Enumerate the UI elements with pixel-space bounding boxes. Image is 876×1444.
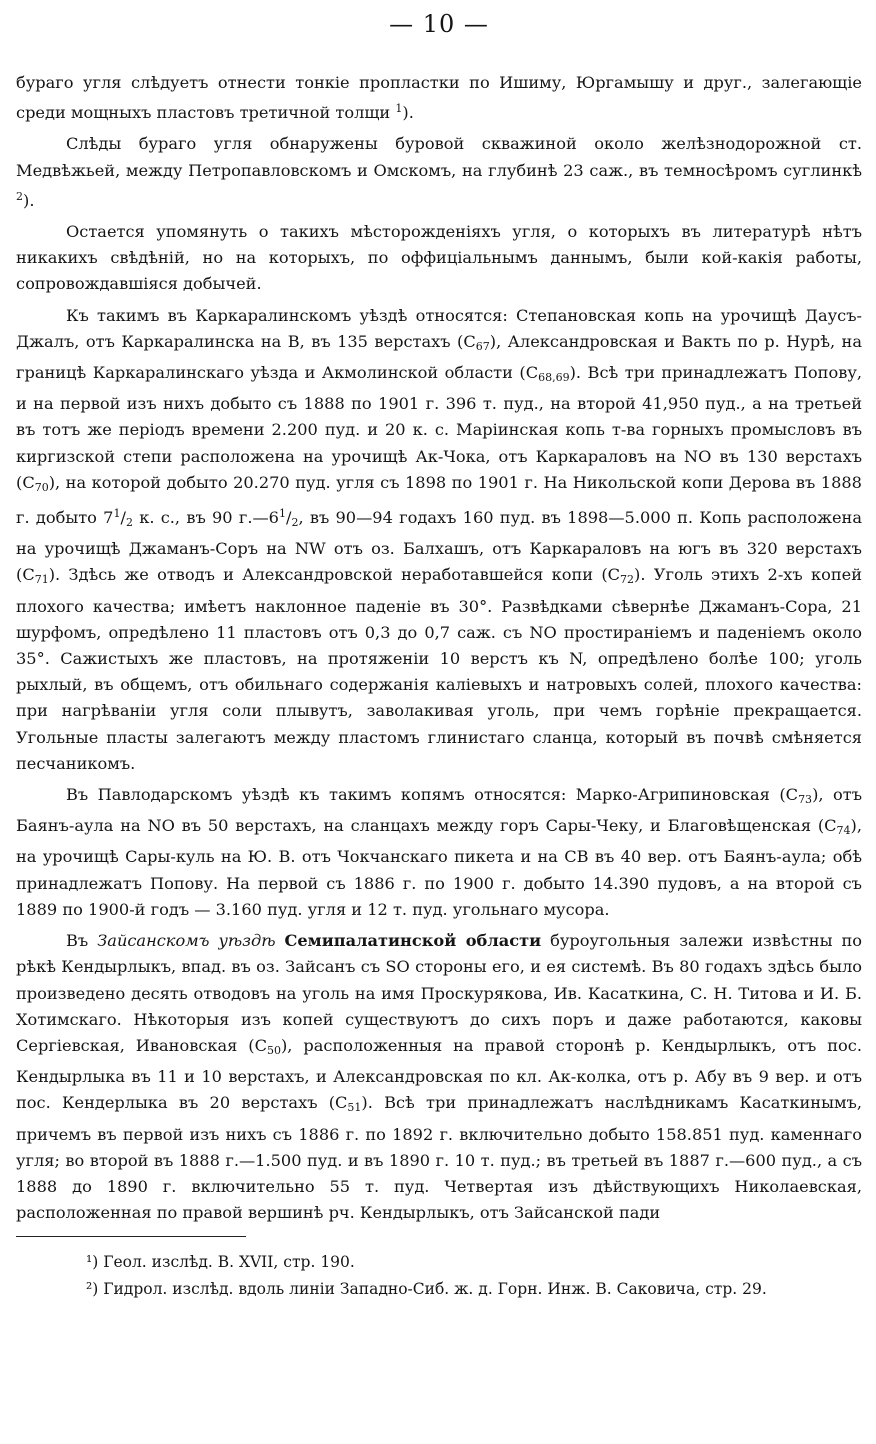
subscript-index: 74 (836, 824, 851, 838)
text-run: бураго угля слѣдуетъ отнести тонкіе пропластки по Ишиму, Юргамышу и друг., залегающіе среди мощныхъ пластовъ третичной толщи (16, 73, 862, 123)
text-run: ), на урочищѣ Сары-куль на Ю. В. отъ Чокчанскаго пикета и на СВ въ 40 вер. отъ Баянъ-аула; обѣ принадлежатъ Попову. На первой съ 1886 г. по 1900 г. добыто 14.390 пудовъ, а на второй съ 1889 по 1900-й годъ — 3.160 пуд. угля и 12 т. пуд. угольнаго мусора. (16, 816, 862, 919)
text-run: Слѣды бураго угля обнаружены буровой скважиной около желѣзнодорожной ст. Медвѣжьей, между Петропавловскомъ и Омскомъ, на глубинѣ 23 саж., въ темносѣромъ суглинкѣ (16, 134, 862, 180)
text-run: / (120, 508, 126, 528)
text-run: ), на которой добыто 20.270 пуд. угля съ 1898 по 1901 г. На Никольской копи Дерова въ 1888 г. добыто 7 (16, 472, 862, 528)
subscript-index: 51 (347, 1101, 362, 1115)
superscript-mark: 2 (16, 189, 23, 203)
text-run: Остается упомянуть о такихъ мѣсторожденіяхъ угля, о которыхъ въ литературѣ нѣтъ никакихъ свѣдѣній, но на которыхъ, по оффиціальнымъ даннымъ, были кой-какія работы, сопровождавшіяся добычей. (16, 222, 862, 294)
subscript-index: 2 (291, 516, 299, 530)
subscript-index: 72 (620, 573, 635, 587)
text-run: / (285, 508, 292, 528)
document-page (16, 8, 862, 1303)
text-run: ), Александровская и Вакть по р. Нурѣ, на границѣ Каркаралинскаго уѣзда и Акмолинской области (С (16, 331, 862, 383)
page-number: — 10 — (389, 10, 489, 38)
paragraph (16, 70, 862, 126)
text-run: ). Здѣсь же отводъ и Александровской неработавшейся копи (С (48, 565, 621, 585)
footnote-1: ¹) Геол. изслѣд. В. XVII, стр. 190. (86, 1253, 355, 1272)
text-run: Къ такимъ въ Каркаралинскомъ уѣздѣ относятся: Степановская копь на урочищѣ Даусъ-Джалъ, отъ Каркаралинска на В, въ 135 верстахъ (С (16, 305, 862, 351)
body-text (16, 70, 862, 1226)
text-run: Въ Павлодарскомъ уѣздѣ къ такимъ копямъ относятся: Марко-Агрипиновская (С (66, 785, 799, 805)
footnote-2: ²) Гидрол. изслѣд. вдоль линіи Западно-Сиб. ж. д. Горн. Инж. В. Саковича, стр. 29. (86, 1280, 767, 1299)
paragraph (16, 928, 862, 1226)
text-run: Семипалатинской области (284, 931, 542, 951)
superscript-mark: 1 (113, 507, 121, 521)
subscript-index: 67 (475, 339, 490, 353)
subscript-index: 50 (266, 1043, 281, 1057)
text-run: , въ 90—94 годахъ 160 пуд. въ 1898—5.000 п. Копь расположена на урочищѣ Джаманъ-Соръ на NW отъ оз. Балхашъ, отъ Каркараловъ на югъ въ 320 верстахъ (С (16, 508, 862, 585)
superscript-mark: 1 (278, 507, 286, 521)
text-run: ). Уголь этихъ 2-хъ копей плохого качества; имѣетъ наклонное паденіе въ 30°. Развѣдками сѣвернѣе Джаманъ-Сора, 21 шурфомъ, опредѣлено 11 пластовъ отъ 0,3 до 0,7 саж. съ NO простираніемъ и паденіемъ около 35°. Сажистыхъ же пластовъ, на протяженіи 10 верстъ къ N, опредѣлено болѣе 100; уголь рыхлый, въ общемъ, отъ обильнаго содержанія каліевыхъ и натровыхъ солей, плохого качества: при нагрѣваніи угля соли плывутъ, заволакивая уголь, при чемъ горѣніе прекращается. Угольные пласты залегаютъ между пластомъ глинистаго сланца, который въ почвѣ смѣняется песчаникомъ. (16, 565, 862, 773)
text-run: ). (402, 103, 414, 123)
subscript-index: 68,69 (538, 371, 570, 385)
text-run: ). Всѣ три принадлежатъ Попову, и на первой изъ нихъ добыто съ 1888 по 1901 г. 396 т. пуд., на второй 41,950 пуд., а на третьей въ тотъ же періодъ времени 2.200 пуд. и 20 к. с. Маріинская копь т-ва горныхъ промысловъ въ киргизской степи расположена на урочищѣ Ак-Чока, отъ Каркараловъ на NO въ 130 верстахъ (С (16, 363, 862, 492)
text-run: буроугольныя залежи извѣстны по рѣкѣ Кендырлыкъ, впад. въ оз. Зайсанъ съ SO стороны его, и ея системѣ. Въ 80 годахъ здѣсь было произведено десять отводовъ на уголь на имя Проскурякова, Ив. Касаткина, С. Н. Титова и И. Б. Хотимскаго. Нѣкоторыя изъ копей существуютъ до сихъ поръ и даже работаются, каковы Сергіевская, Ивановская (С (16, 931, 862, 1055)
subscript-index: 73 (798, 793, 813, 807)
superscript-mark: 1 (395, 102, 403, 116)
footnote-divider (16, 1236, 246, 1237)
text-run (275, 931, 284, 950)
text-run: ). Всѣ три принадлежатъ наслѣдникамъ Касаткинымъ, причемъ въ первой изъ нихъ съ 1886 г. по 1892 г. включительно добыто 158.851 пуд. каменнаго угля; во второй въ 1888 г.—1.500 пуд. и въ 1890 г. 10 т. пуд.; въ третьей въ 1887 г.—600 пуд., а съ 1888 до 1890 г. включительно 55 т. пуд. Четвертая изъ дѣйствующихъ Николаевская, расположенная по правой вершинѣ рч. Кендырлыкъ, отъ Зайсанской пади (16, 1093, 862, 1223)
subscript-index: 71 (34, 573, 49, 587)
subscript-index: 2 (125, 516, 133, 530)
paragraph (16, 219, 862, 298)
text-run: ). (23, 190, 35, 210)
paragraph (16, 782, 862, 923)
text-run: Зайсанскомъ уѣздѣ (97, 931, 276, 951)
footnotes (16, 1249, 862, 1303)
paragraph (16, 131, 862, 214)
text-run: ), отъ Баянъ-аула на NO въ 50 верстахъ, на сланцахъ между горъ Сары-Чеку, и Благовѣщенская (С (16, 785, 862, 836)
paragraph (16, 303, 862, 777)
text-run: к. с., въ 90 г.—6 (132, 508, 279, 528)
subscript-index: 70 (34, 480, 49, 494)
text-run: Въ (66, 931, 98, 951)
text-run: ), расположенныя на правой сторонѣ р. Кендырлыкъ, отъ пос. Кендырлыка въ 11 и 10 верстахъ, и Александровская по кл. Ак-колка, отъ р. Абу въ 9 вер. и отъ пос. Кендерлыка въ 20 верстахъ (С (16, 1035, 862, 1113)
